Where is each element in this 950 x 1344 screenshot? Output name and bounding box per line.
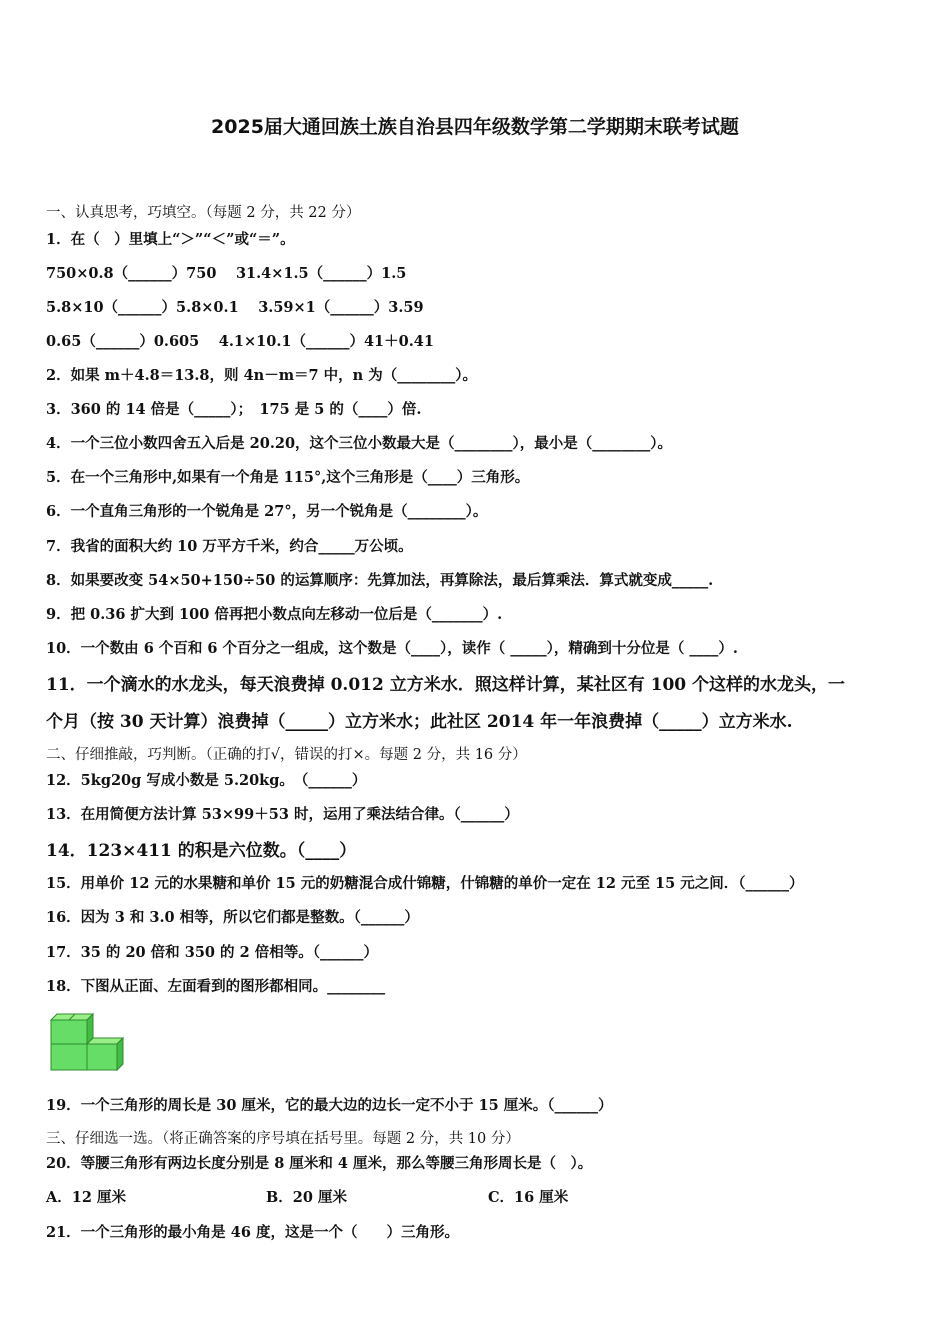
question-5: 5．在一个三角形中,如果有一个角是 115°,这个三角形是（____）三角形。 [46, 469, 530, 486]
section1-heading: 一、认真思考，巧填空。（每题 2 分，共 22 分） [46, 205, 361, 221]
question-17: 17．35 的 20 倍和 350 的 2 倍相等。（______） [46, 944, 378, 961]
option-b: B．20 厘米 [266, 1189, 347, 1206]
stacked-cubes-icon [47, 1010, 127, 1072]
question-11-line1: 11．一个滴水的水龙头，每天浪费掉 0.012 立方米水．照这样计算，某社区有 100 个这样的水龙头，一 [46, 675, 846, 695]
page-title: 2025届大通回族土族自治县四年级数学第二学期期末联考试题 [211, 116, 739, 138]
question-6: 6．一个直角三角形的一个锐角是 27°，另一个锐角是（________）。 [46, 503, 488, 520]
question-4: 4．一个三位小数四舍五入后是 20.20，这个三位小数最大是（________），最小是（________）。 [46, 435, 673, 452]
question-12: 12．5kg20g 写成小数是 5.20kg。 （______） [46, 772, 367, 789]
question-9: 9．把 0.36 扩大到 100 倍再把小数点向左移动一位后是（_______）. [46, 606, 503, 623]
question-13: 13．在用简便方法计算 53×99＋53 时，运用了乘法结合律。（______） [46, 806, 519, 823]
question-14: 14．123×411 的积是六位数。（____） [46, 841, 357, 861]
question-7: 7．我省的面积大约 10 万平方千米，约合_____万公顷。 [46, 538, 413, 555]
question-1-row3: 0.65（______）0.605 4.1×10.1（______）41＋0.41 [46, 333, 434, 350]
question-19: 19．一个三角形的周长是 30 厘米，它的最大边的边长一定不小于 15 厘米。（______） [46, 1097, 613, 1114]
section2-heading: 二、仔细推敲，巧判断。（正确的打√，错误的打×。每题 2 分，共 16 分） [46, 747, 527, 763]
question-3: 3．360 的 14 倍是（_____）； 175 是 5 的（____）倍. [46, 401, 422, 418]
option-a: A．12 厘米 [46, 1189, 126, 1206]
question-10: 10．一个数由 6 个百和 6 个百分之一组成，这个数是（____），读作（ _____），精确到十分位是（ ____）. [46, 640, 738, 657]
question-8: 8．如果要改变 54×50+150÷50 的运算顺序：先算加法，再算除法，最后算乘法．算式就变成_____. [46, 572, 714, 589]
option-c: C．16 厘米 [488, 1189, 569, 1206]
question-21: 21．一个三角形的最小角是 46 度，这是一个（ ）三角形。 [46, 1224, 459, 1241]
question-1: 1．在（ ）里填上“＞”“＜”或“＝”。 [46, 231, 295, 248]
question-20: 20．等腰三角形有两边长度分别是 8 厘米和 4 厘米，那么等腰三角形周长是（ ）。 [46, 1155, 593, 1172]
question-16: 16．因为 3 和 3.0 相等，所以它们都是整数。（______） [46, 909, 419, 926]
question-1-row2: 5.8×10（______）5.8×0.1 3.59×1（______）3.59 [46, 299, 424, 316]
section3-heading: 三、仔细选一选。（将正确答案的序号填在括号里。每题 2 分，共 10 分） [46, 1131, 520, 1147]
question-18: 18．下图从正面、左面看到的图形都相同。________ [46, 978, 386, 995]
question-11-line2: 个月（按 30 天计算）浪费掉（_____）立方米水；此社区 2014 年一年浪费掉（_____）立方米水. [46, 712, 793, 732]
question-15: 15．用单价 12 元的水果糖和单价 15 元的奶糖混合成什锦糖，什锦糖的单价一定在 12 元至 15 元之间．（______） [46, 875, 804, 892]
question-2: 2．如果 m＋4.8＝13.8，则 4n－m＝7 中，n 为（________）。 [46, 367, 478, 384]
question-1-row1: 750×0.8（______）750 31.4×1.5（______）1.5 [46, 265, 407, 282]
